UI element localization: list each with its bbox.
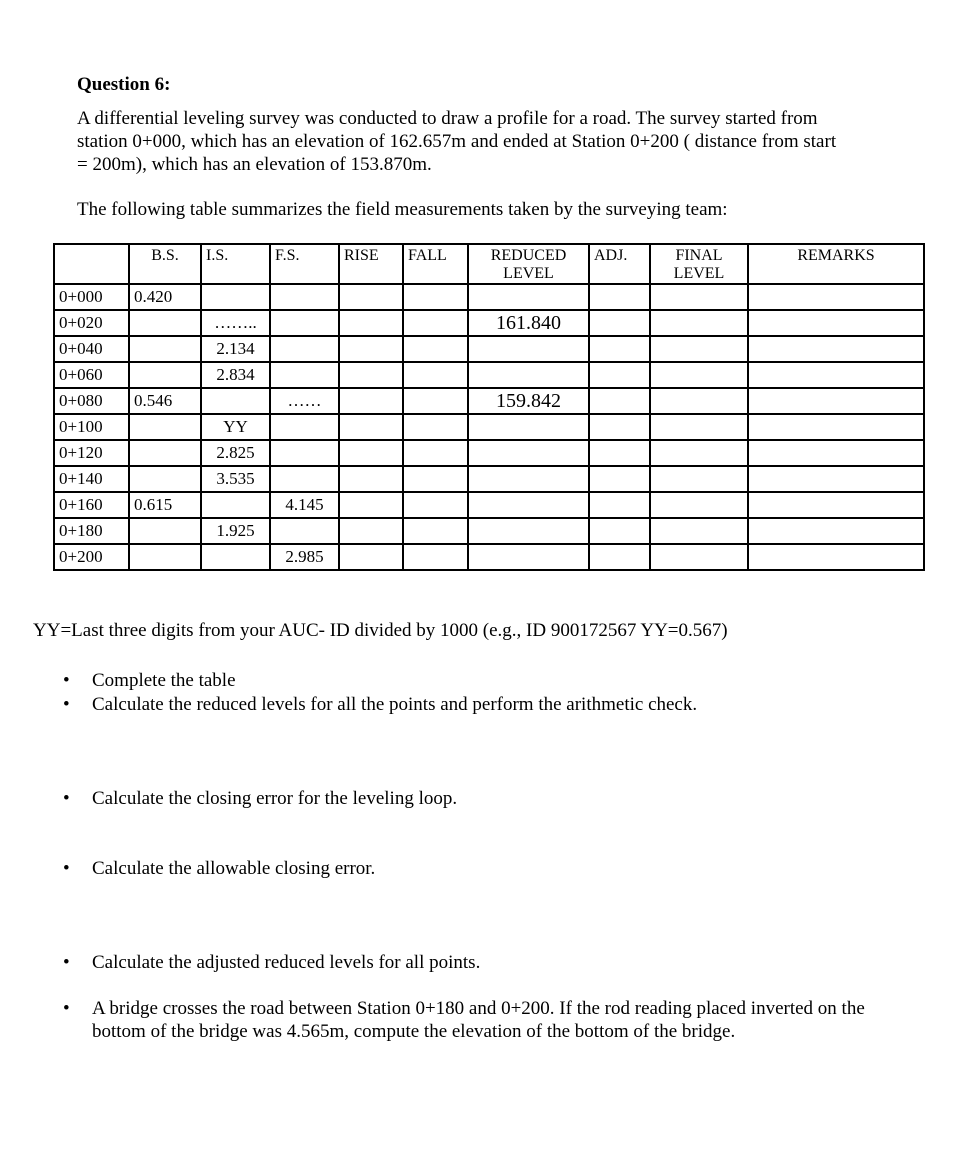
table-row — [54, 388, 924, 414]
bs-cell: 0.546 — [129, 388, 201, 414]
fs-cell — [270, 362, 339, 388]
adj-cell — [589, 492, 650, 518]
task-bullet — [63, 857, 892, 880]
task-bullet — [63, 951, 892, 974]
leveling-table — [53, 243, 925, 571]
final-level-cell — [650, 362, 748, 388]
station-cell: 0+120 — [54, 440, 129, 466]
rise-cell — [339, 518, 403, 544]
final-level-cell — [650, 466, 748, 492]
remarks-cell — [748, 284, 924, 310]
is-cell — [201, 284, 270, 310]
bullet-text: Calculate the reduced levels for all the points and perform the arithmetic check. — [92, 694, 698, 715]
fs-cell — [270, 466, 339, 492]
yy-definition-note: YY=Last three digits from your AUC- ID divided by 1000 (e.g., ID 900172567 YY=0.567) — [33, 620, 728, 641]
bullet-text: Calculate the allowable closing error. — [92, 858, 376, 879]
fall-cell — [403, 492, 468, 518]
bullet-glyph: • — [63, 858, 70, 879]
is-cell: 3.535 — [201, 466, 270, 492]
table-row — [54, 414, 924, 440]
rise-cell — [339, 466, 403, 492]
station-cell: 0+160 — [54, 492, 129, 518]
table-lead-text: The following table summarizes the field measurements taken by the surveying team: — [77, 199, 728, 220]
header-remarks: REMARKS — [748, 244, 924, 284]
fs-cell: 4.145 — [270, 492, 339, 518]
reduced-level-cell: 161.840 — [468, 310, 589, 336]
fs-cell — [270, 284, 339, 310]
reduced-level-cell — [468, 492, 589, 518]
bs-cell — [129, 414, 201, 440]
rise-cell — [339, 336, 403, 362]
station-cell: 0+200 — [54, 544, 129, 570]
header-final-level: FINAL LEVEL — [650, 244, 748, 284]
is-cell — [201, 544, 270, 570]
adj-cell — [589, 310, 650, 336]
table-row — [54, 466, 924, 492]
adj-cell — [589, 440, 650, 466]
table-row — [54, 336, 924, 362]
remarks-cell — [748, 362, 924, 388]
reduced-level-cell: 159.842 — [468, 388, 589, 414]
is-cell — [201, 388, 270, 414]
bullet-text: Complete the table — [92, 670, 236, 691]
is-cell: 2.134 — [201, 336, 270, 362]
question-intro — [77, 107, 897, 176]
reduced-level-cell — [468, 362, 589, 388]
header-reduced-level: REDUCED LEVEL — [468, 244, 589, 284]
intro-line: = 200m), which has an elevation of 153.870m. — [77, 154, 432, 175]
table-row — [54, 492, 924, 518]
final-level-cell — [650, 388, 748, 414]
is-cell: 1.925 — [201, 518, 270, 544]
adj-cell — [589, 414, 650, 440]
task-bullet — [63, 787, 892, 810]
fall-cell — [403, 440, 468, 466]
task-bullet — [63, 997, 892, 1043]
remarks-cell — [748, 466, 924, 492]
fall-cell — [403, 362, 468, 388]
is-cell — [201, 492, 270, 518]
station-cell: 0+140 — [54, 466, 129, 492]
remarks-cell — [748, 518, 924, 544]
intro-line: A differential leveling survey was conducted to draw a profile for a road. The survey started from — [77, 108, 818, 129]
adj-cell — [589, 466, 650, 492]
table-row — [54, 310, 924, 336]
table-row — [54, 518, 924, 544]
remarks-cell — [748, 492, 924, 518]
rise-cell — [339, 284, 403, 310]
reduced-level-cell — [468, 284, 589, 310]
reduced-level-cell — [468, 544, 589, 570]
header-fall: FALL — [403, 244, 468, 284]
fall-cell — [403, 518, 468, 544]
adj-cell — [589, 544, 650, 570]
bullet-glyph: • — [63, 694, 70, 715]
final-level-cell — [650, 518, 748, 544]
rise-cell — [339, 544, 403, 570]
reduced-level-cell — [468, 414, 589, 440]
adj-cell — [589, 388, 650, 414]
table-row — [54, 440, 924, 466]
rise-cell — [339, 440, 403, 466]
bullet-glyph: • — [63, 998, 70, 1019]
table-row — [54, 362, 924, 388]
station-cell: 0+060 — [54, 362, 129, 388]
remarks-cell — [748, 336, 924, 362]
final-level-cell — [650, 544, 748, 570]
header-is: I.S. — [201, 244, 270, 284]
table-row — [54, 544, 924, 570]
rise-cell — [339, 492, 403, 518]
fs-cell — [270, 336, 339, 362]
remarks-cell — [748, 310, 924, 336]
rise-cell — [339, 388, 403, 414]
rise-cell — [339, 362, 403, 388]
station-cell: 0+020 — [54, 310, 129, 336]
bs-cell — [129, 518, 201, 544]
station-cell: 0+180 — [54, 518, 129, 544]
table-body — [54, 284, 924, 570]
rise-cell — [339, 310, 403, 336]
bs-cell — [129, 362, 201, 388]
fs-cell — [270, 440, 339, 466]
fall-cell — [403, 544, 468, 570]
rise-cell — [339, 414, 403, 440]
bs-cell: 0.615 — [129, 492, 201, 518]
fs-cell: 2.985 — [270, 544, 339, 570]
header-rise: RISE — [339, 244, 403, 284]
final-level-cell — [650, 336, 748, 362]
station-cell: 0+000 — [54, 284, 129, 310]
task-bullet — [63, 669, 892, 692]
is-cell: YY — [201, 414, 270, 440]
header-bs: B.S. — [129, 244, 201, 284]
bs-cell — [129, 544, 201, 570]
bullet-text: Calculate the adjusted reduced levels for all points. — [92, 952, 481, 973]
remarks-cell — [748, 414, 924, 440]
fall-cell — [403, 466, 468, 492]
reduced-level-cell — [468, 336, 589, 362]
bs-cell — [129, 310, 201, 336]
fall-cell — [403, 336, 468, 362]
reduced-level-cell — [468, 466, 589, 492]
reduced-level-cell — [468, 518, 589, 544]
final-level-cell — [650, 414, 748, 440]
remarks-cell — [748, 440, 924, 466]
remarks-cell — [748, 388, 924, 414]
fall-cell — [403, 310, 468, 336]
bullet-text: A bridge crosses the road between Station 0+180 and 0+200. If the rod reading placed inverted on the bottom of the bridge was 4.565m, compute the elevation of the bottom of the bridge. — [92, 998, 865, 1042]
fall-cell — [403, 284, 468, 310]
bs-cell — [129, 336, 201, 362]
bs-cell — [129, 440, 201, 466]
table-row — [54, 284, 924, 310]
bullet-glyph: • — [63, 670, 70, 691]
bullet-text: Calculate the closing error for the leveling loop. — [92, 788, 458, 809]
bullet-glyph: • — [63, 788, 70, 809]
is-cell: 2.834 — [201, 362, 270, 388]
adj-cell — [589, 336, 650, 362]
bs-cell: 0.420 — [129, 284, 201, 310]
fs-cell — [270, 414, 339, 440]
is-cell: …….. — [201, 310, 270, 336]
table-header-row — [54, 244, 924, 284]
final-level-cell — [650, 284, 748, 310]
bullet-glyph: • — [63, 952, 70, 973]
station-cell: 0+080 — [54, 388, 129, 414]
is-cell: 2.825 — [201, 440, 270, 466]
station-cell: 0+100 — [54, 414, 129, 440]
adj-cell — [589, 284, 650, 310]
header-adj: ADJ. — [589, 244, 650, 284]
fs-cell — [270, 518, 339, 544]
bs-cell — [129, 466, 201, 492]
intro-line: station 0+000, which has an elevation of 162.657m and ended at Station 0+200 ( distance from start — [77, 131, 837, 152]
final-level-cell — [650, 492, 748, 518]
fall-cell — [403, 414, 468, 440]
header-station — [54, 244, 129, 284]
fall-cell — [403, 388, 468, 414]
reduced-level-cell — [468, 440, 589, 466]
task-bullet — [63, 693, 892, 716]
station-cell: 0+040 — [54, 336, 129, 362]
fs-cell: …… — [270, 388, 339, 414]
remarks-cell — [748, 544, 924, 570]
adj-cell — [589, 362, 650, 388]
question-title: Question 6: — [77, 74, 171, 95]
fs-cell — [270, 310, 339, 336]
final-level-cell — [650, 440, 748, 466]
final-level-cell — [650, 310, 748, 336]
adj-cell — [589, 518, 650, 544]
header-fs: F.S. — [270, 244, 339, 284]
